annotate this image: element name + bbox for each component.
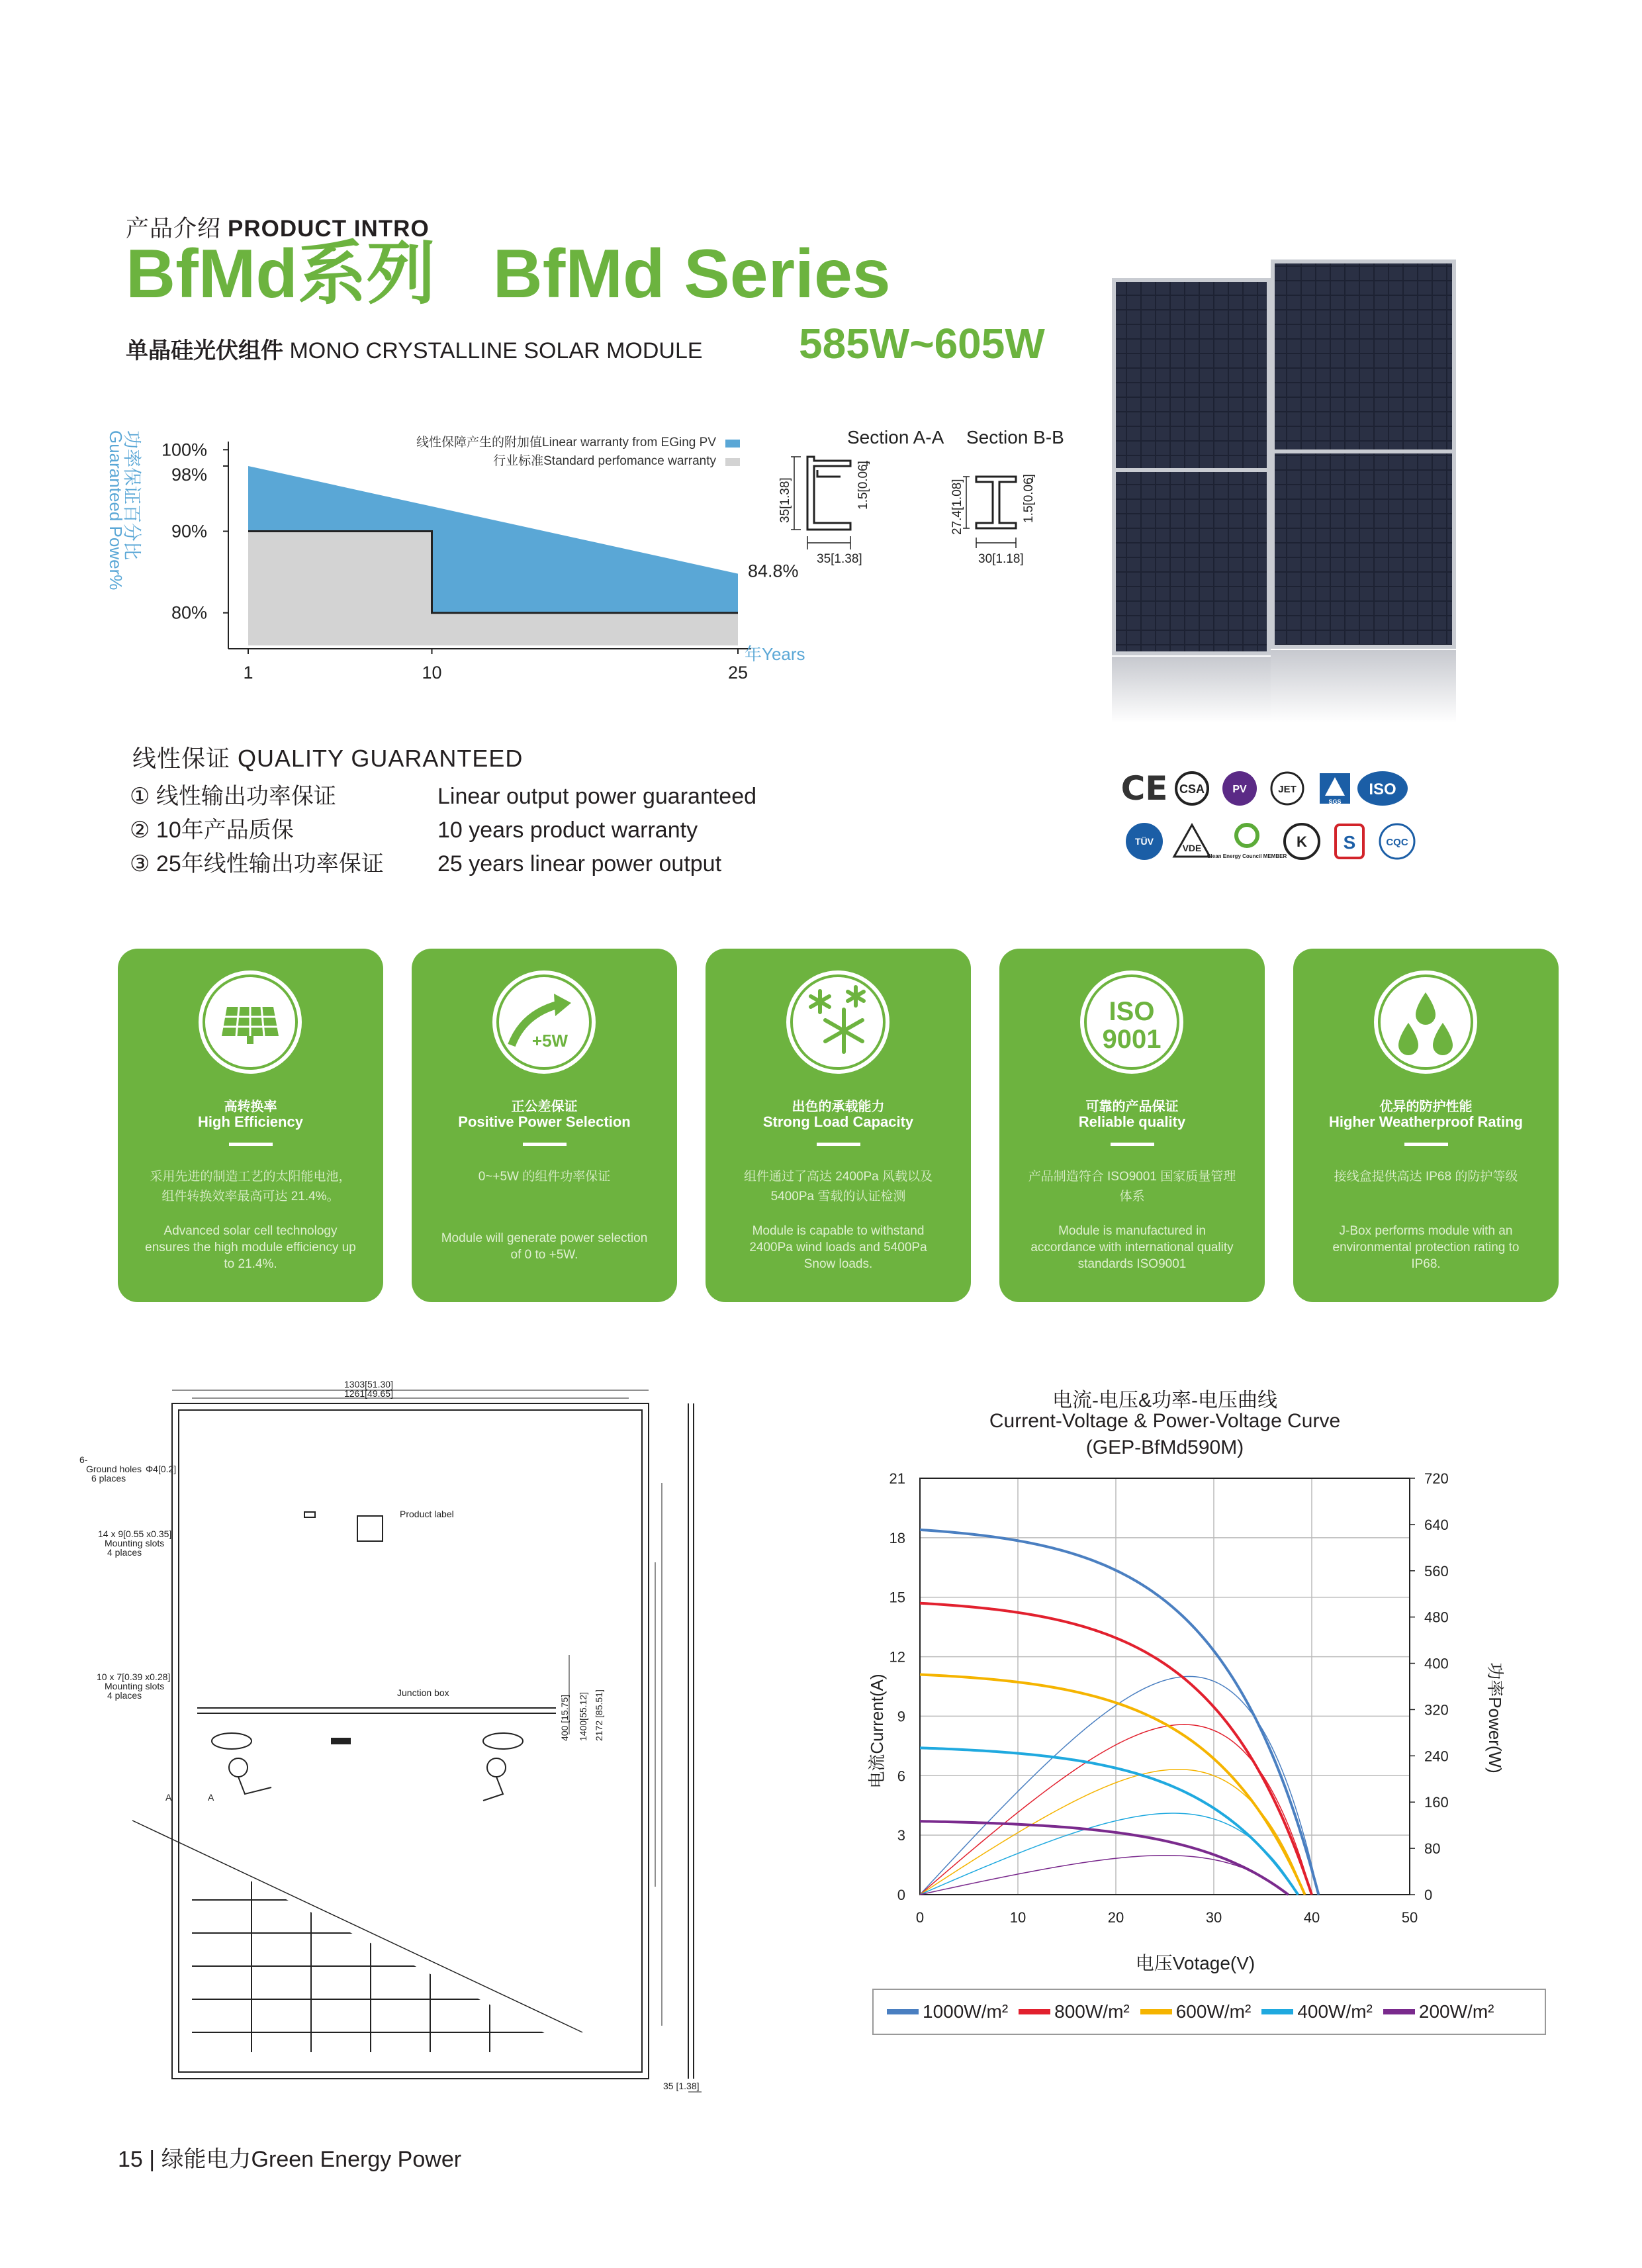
- cert-row-1: [1120, 768, 1403, 809]
- divider: [1404, 1143, 1448, 1146]
- page-title: BfMd系列 BfMd Series: [126, 236, 891, 312]
- slot1-places: 4 places: [107, 1547, 142, 1558]
- iv-chart: [854, 1466, 1516, 1983]
- feature-card-weatherproof: [1293, 949, 1559, 1302]
- y-right-tick-label: 0: [1424, 1887, 1433, 1903]
- svg-text:ISO: ISO: [1369, 780, 1396, 798]
- legend-label: 800W/m²: [1054, 2001, 1130, 2022]
- divider: [1111, 1143, 1154, 1146]
- y-right-tick-label: 640: [1424, 1516, 1449, 1533]
- y-right-tick-label: 320: [1424, 1701, 1449, 1719]
- x-tick-label: 10: [1009, 1909, 1026, 1926]
- slot1-label: Mounting slots: [105, 1538, 165, 1548]
- iv-curve: [920, 1748, 1298, 1895]
- iv-chart-model: (GEP-BfMd590M): [1085, 1437, 1244, 1458]
- iv-chart-title-en: Current-Voltage & Power-Voltage Curve: [989, 1410, 1341, 1432]
- legend-item: [1140, 2001, 1252, 2022]
- ground-holes-places: 6 places: [91, 1473, 126, 1484]
- dim-2172: 2172 [85.51]: [594, 1689, 604, 1741]
- svg-text:Clean Energy Council MEMBER: Clean Energy Council MEMBER: [1207, 853, 1287, 859]
- y-left-tick-label: 9: [897, 1708, 905, 1725]
- quality-item: [130, 780, 756, 814]
- pv-cycle-logo: [1219, 768, 1260, 809]
- feature-title-en: Strong Load Capacity: [762, 1113, 914, 1130]
- product-label-callout: Product label: [400, 1509, 454, 1519]
- junction-box-callout: Junction box: [397, 1687, 449, 1698]
- divider: [523, 1143, 567, 1146]
- feature-desc-zh: 0~+5W 的组件功率保证: [478, 1170, 611, 1184]
- snowflake-icon: [783, 967, 893, 1077]
- y-left-tick-label: 3: [897, 1827, 905, 1844]
- plus-5w-icon: [489, 967, 599, 1077]
- feature-desc-en: Module will generate power selection of 0 to +5W.: [441, 1231, 648, 1262]
- svg-text:S: S: [1343, 832, 1356, 853]
- quality-item-zh: ② 10年产品质保: [130, 818, 294, 843]
- tuv-logo: [1124, 821, 1165, 862]
- feature-title-zh: 可靠的产品保证: [1085, 1100, 1179, 1114]
- y-left-tick-label: 21: [889, 1470, 905, 1487]
- iv-chart-title-zh: 电流-电压&功率-电压曲线: [1052, 1390, 1277, 1411]
- iv-curve: [920, 1530, 1318, 1895]
- x-tick-label: 30: [1205, 1909, 1222, 1926]
- pv-curve: [920, 1676, 1318, 1895]
- slot2-label: Mounting slots: [105, 1681, 165, 1691]
- slot2-places: 4 places: [107, 1690, 142, 1701]
- legend-item: [887, 2001, 1008, 2022]
- x-tick-label: 20: [1107, 1909, 1124, 1926]
- warranty-ylabel-zh: 功率保证百分比: [122, 430, 142, 561]
- subtitle-zh: 单晶硅光伏组件: [126, 338, 283, 363]
- feature-desc-en: Module is capable to withstand 2400Pa wind loads and 5400Pa Snow loads.: [749, 1224, 927, 1271]
- x-tick-label: 25: [727, 663, 749, 683]
- section-mark-a: A: [165, 1792, 172, 1803]
- vde-logo: [1171, 821, 1212, 862]
- svg-text:K: K: [1297, 833, 1307, 850]
- subtitle: [126, 332, 703, 365]
- section-b-profile: [976, 477, 1016, 528]
- svg-text:VDE: VDE: [1182, 843, 1202, 853]
- feature-desc-en: Advanced solar cell technology ensures the high module efficiency up to 21.4%.: [145, 1224, 356, 1271]
- quality-title: 线性保证 QUALITY GUARANTEED: [132, 745, 524, 772]
- y-tick-label: 100%: [161, 440, 207, 460]
- section-a-width: 35[1.38]: [817, 552, 862, 566]
- y-right-tick-label: 160: [1424, 1794, 1449, 1811]
- y-left-tick-label: 18: [889, 1529, 905, 1546]
- dim-width-outer: 1303[51.30]: [344, 1379, 393, 1390]
- legend-label: 200W/m²: [1418, 2001, 1494, 2022]
- x-tick-label: 1: [243, 663, 253, 683]
- ground-holes-label: Ground holes: [86, 1464, 142, 1474]
- x-tick-label: 10: [422, 663, 442, 683]
- svg-text:9001: 9001: [1102, 1025, 1162, 1054]
- iv-xlabel: 电压Votage(V): [1135, 1953, 1255, 1973]
- feature-title-en: High Efficiency: [198, 1113, 303, 1130]
- svg-text:+5W: +5W: [531, 1031, 569, 1051]
- quality-item: [130, 814, 756, 847]
- solar-panel-image: [1112, 252, 1469, 728]
- dim-1400: 1400[55.12]: [578, 1692, 588, 1741]
- feature-title-en: Higher Weatherproof Rating: [1329, 1113, 1523, 1130]
- solar-panel-icon: [195, 967, 305, 1077]
- legend-standard: 行业标准Standard perfomance warranty: [493, 454, 716, 468]
- ground-holes-count-prefix: 6-: [79, 1454, 88, 1465]
- end-value-label: 84.8%: [748, 561, 799, 581]
- frame-sections: [768, 424, 1112, 589]
- iso-9001-icon: [1077, 967, 1187, 1077]
- svg-text:ISO: ISO: [1109, 997, 1155, 1026]
- dim-width-inner: 1261[49.65]: [344, 1388, 393, 1399]
- quality-item-en: 25 years linear power output: [437, 851, 722, 876]
- section-a-title: Section A-A: [847, 427, 944, 448]
- section-a-thickness: 1.5[0.06]: [856, 461, 870, 510]
- slot1-size: 14 x 9[0.55 x0.35]: [98, 1529, 172, 1539]
- y-left-tick-label: 6: [897, 1768, 905, 1785]
- y-right-tick-label: 400: [1424, 1655, 1449, 1672]
- svg-text:JET: JET: [1278, 784, 1297, 795]
- x-tick-label: 0: [915, 1909, 925, 1926]
- water-drops-icon: [1371, 967, 1481, 1077]
- svg-text:PV: PV: [1232, 784, 1247, 795]
- intro-zh: 产品介绍: [126, 216, 222, 242]
- feature-desc-en: Module is manufactured in accordance with international quality standards ISO9001: [1030, 1224, 1234, 1271]
- legend-label: 400W/m²: [1297, 2001, 1373, 2022]
- y-left-tick-label: 15: [889, 1589, 905, 1606]
- section-mark-b: A: [208, 1792, 214, 1803]
- y-tick-label: 90%: [171, 521, 207, 542]
- quality-item-zh: ③ 25年线性输出功率保证: [130, 851, 384, 876]
- feature-title-zh: 优异的防护性能: [1379, 1100, 1473, 1114]
- legend-item: [1019, 2001, 1130, 2022]
- quality-item-en: Linear output power guaranteed: [437, 784, 757, 809]
- section-b-title: Section B-B: [966, 427, 1064, 448]
- legend-swatch: [1140, 2009, 1172, 2014]
- feature-title-zh: 高转换率: [224, 1100, 277, 1114]
- svg-text:CQC: CQC: [1386, 837, 1408, 848]
- feature-desc-en: J-Box performs module with an environmental protection rating to IP68.: [1332, 1224, 1520, 1271]
- feature-card-quality: [999, 949, 1265, 1302]
- junction-box: [331, 1738, 351, 1744]
- y-tick-label: 98%: [171, 464, 207, 485]
- intro-en: PRODUCT INTRO: [228, 216, 430, 242]
- sgs-logo: [1314, 768, 1355, 809]
- legend-standard-swatch: [725, 458, 740, 466]
- page-footer: 15 | 绿能电力Green Energy Power: [118, 2147, 462, 2172]
- jet-logo: [1267, 768, 1308, 809]
- section-b-height: 27.4[1.08]: [950, 479, 964, 535]
- divider: [817, 1143, 860, 1146]
- cert-row-2: [1124, 821, 1418, 862]
- feature-card-efficiency: [118, 949, 383, 1302]
- panel-left: [1112, 278, 1271, 723]
- y-right-tick-label: 720: [1424, 1470, 1449, 1487]
- page-number: 15: [118, 2147, 143, 2172]
- s-mark-logo: [1329, 821, 1370, 862]
- dim-400: 400 [15.75]: [559, 1694, 570, 1741]
- ground-holes-size: Φ4[0.2]: [146, 1464, 177, 1474]
- ce-logo: CE: [1120, 769, 1168, 808]
- feature-card-load: [706, 949, 971, 1302]
- y-right-tick-label: 560: [1424, 1562, 1449, 1580]
- cec-logo: [1207, 821, 1287, 862]
- footer-text: 绿能电力Green Energy Power: [161, 2147, 462, 2172]
- quality-item: [130, 847, 756, 881]
- section-b-width: 30[1.18]: [978, 552, 1024, 566]
- csa-logo: [1171, 768, 1212, 809]
- kc-logo: [1281, 821, 1322, 862]
- power-range: 585W~605W: [799, 320, 1045, 367]
- quality-item-zh: ① 线性输出功率保证: [130, 784, 336, 809]
- module-technical-drawing: [79, 1364, 754, 2091]
- y-right-tick-label: 80: [1424, 1840, 1441, 1858]
- feature-desc-zh: 组件通过了高达 2400Pa 风载以及 5400Pa 雪载的认证检测: [743, 1170, 933, 1204]
- module-outline: [172, 1403, 649, 2079]
- svg-text:TÜV: TÜV: [1135, 836, 1154, 847]
- legend-label: 600W/m²: [1175, 2001, 1252, 2022]
- legend-swatch: [1383, 2009, 1415, 2014]
- legend-swatch: [887, 2009, 919, 2014]
- legend-linear: 线性保障产生的附加值Linear warranty from EGing PV: [416, 436, 716, 449]
- iv-ylabel-right: 功率Power(W): [1485, 1662, 1505, 1773]
- y-tick-label: 80%: [171, 602, 207, 623]
- svg-text:SGS: SGS: [1328, 798, 1342, 805]
- feature-desc-zh: 接线盒提供高达 IP68 的防护等级: [1334, 1170, 1518, 1184]
- svg-text:CSA: CSA: [1179, 782, 1205, 796]
- warranty-chart: [106, 424, 814, 688]
- section-b-thickness: 1.5[0.06]: [1022, 474, 1036, 523]
- section-a-height: 35[1.38]: [778, 477, 792, 523]
- cqc-logo: [1377, 821, 1418, 862]
- iv-curve: [920, 1821, 1288, 1895]
- y-left-tick-label: 0: [897, 1887, 905, 1903]
- legend-swatch: [1261, 2009, 1293, 2014]
- feature-title-en: Reliable quality: [1078, 1113, 1186, 1130]
- iv-legend: [872, 1989, 1546, 2035]
- section-a-profile: [807, 457, 850, 530]
- y-right-tick-label: 480: [1424, 1609, 1449, 1626]
- legend-linear-swatch: [725, 440, 740, 448]
- feature-desc-zh: 产品制造符合 ISO9001 国家质量管理体系: [1028, 1170, 1236, 1204]
- legend-item: [1383, 2001, 1494, 2022]
- x-tick-label: 50: [1401, 1909, 1418, 1926]
- y-left-tick-label: 12: [889, 1648, 905, 1666]
- panel-right: [1271, 260, 1456, 723]
- feature-title-zh: 正公差保证: [511, 1100, 578, 1114]
- dim-thickness: 35 [1.38]: [663, 2081, 700, 2091]
- feature-title-zh: 出色的承载能力: [792, 1100, 885, 1114]
- subtitle-en: MONO CRYSTALLINE SOLAR MODULE: [289, 338, 703, 363]
- feature-card-power: [412, 949, 677, 1302]
- slot2-size: 10 x 7[0.39 x0.28]: [97, 1672, 171, 1682]
- x-tick-label: 40: [1303, 1909, 1320, 1926]
- iv-ylabel-left: 电流Current(A): [867, 1674, 887, 1789]
- legend-swatch: [1019, 2009, 1050, 2014]
- quality-list: [130, 780, 756, 881]
- legend-item: [1261, 2001, 1373, 2022]
- x-axis-label: 年Years: [745, 644, 805, 664]
- feature-title-en: Positive Power Selection: [458, 1113, 631, 1130]
- divider: [229, 1143, 273, 1146]
- feature-desc-zh: 采用先进的制造工艺的太阳能电池，组件转换效率最高可达 21.4%。: [150, 1170, 351, 1204]
- legend-label: 1000W/m²: [923, 2001, 1009, 2022]
- warranty-ylabel-en: Guaranteed Power%: [106, 430, 126, 591]
- y-right-tick-label: 240: [1424, 1748, 1449, 1765]
- iso-logo: [1362, 768, 1403, 809]
- quality-item-en: 10 years product warranty: [437, 818, 698, 843]
